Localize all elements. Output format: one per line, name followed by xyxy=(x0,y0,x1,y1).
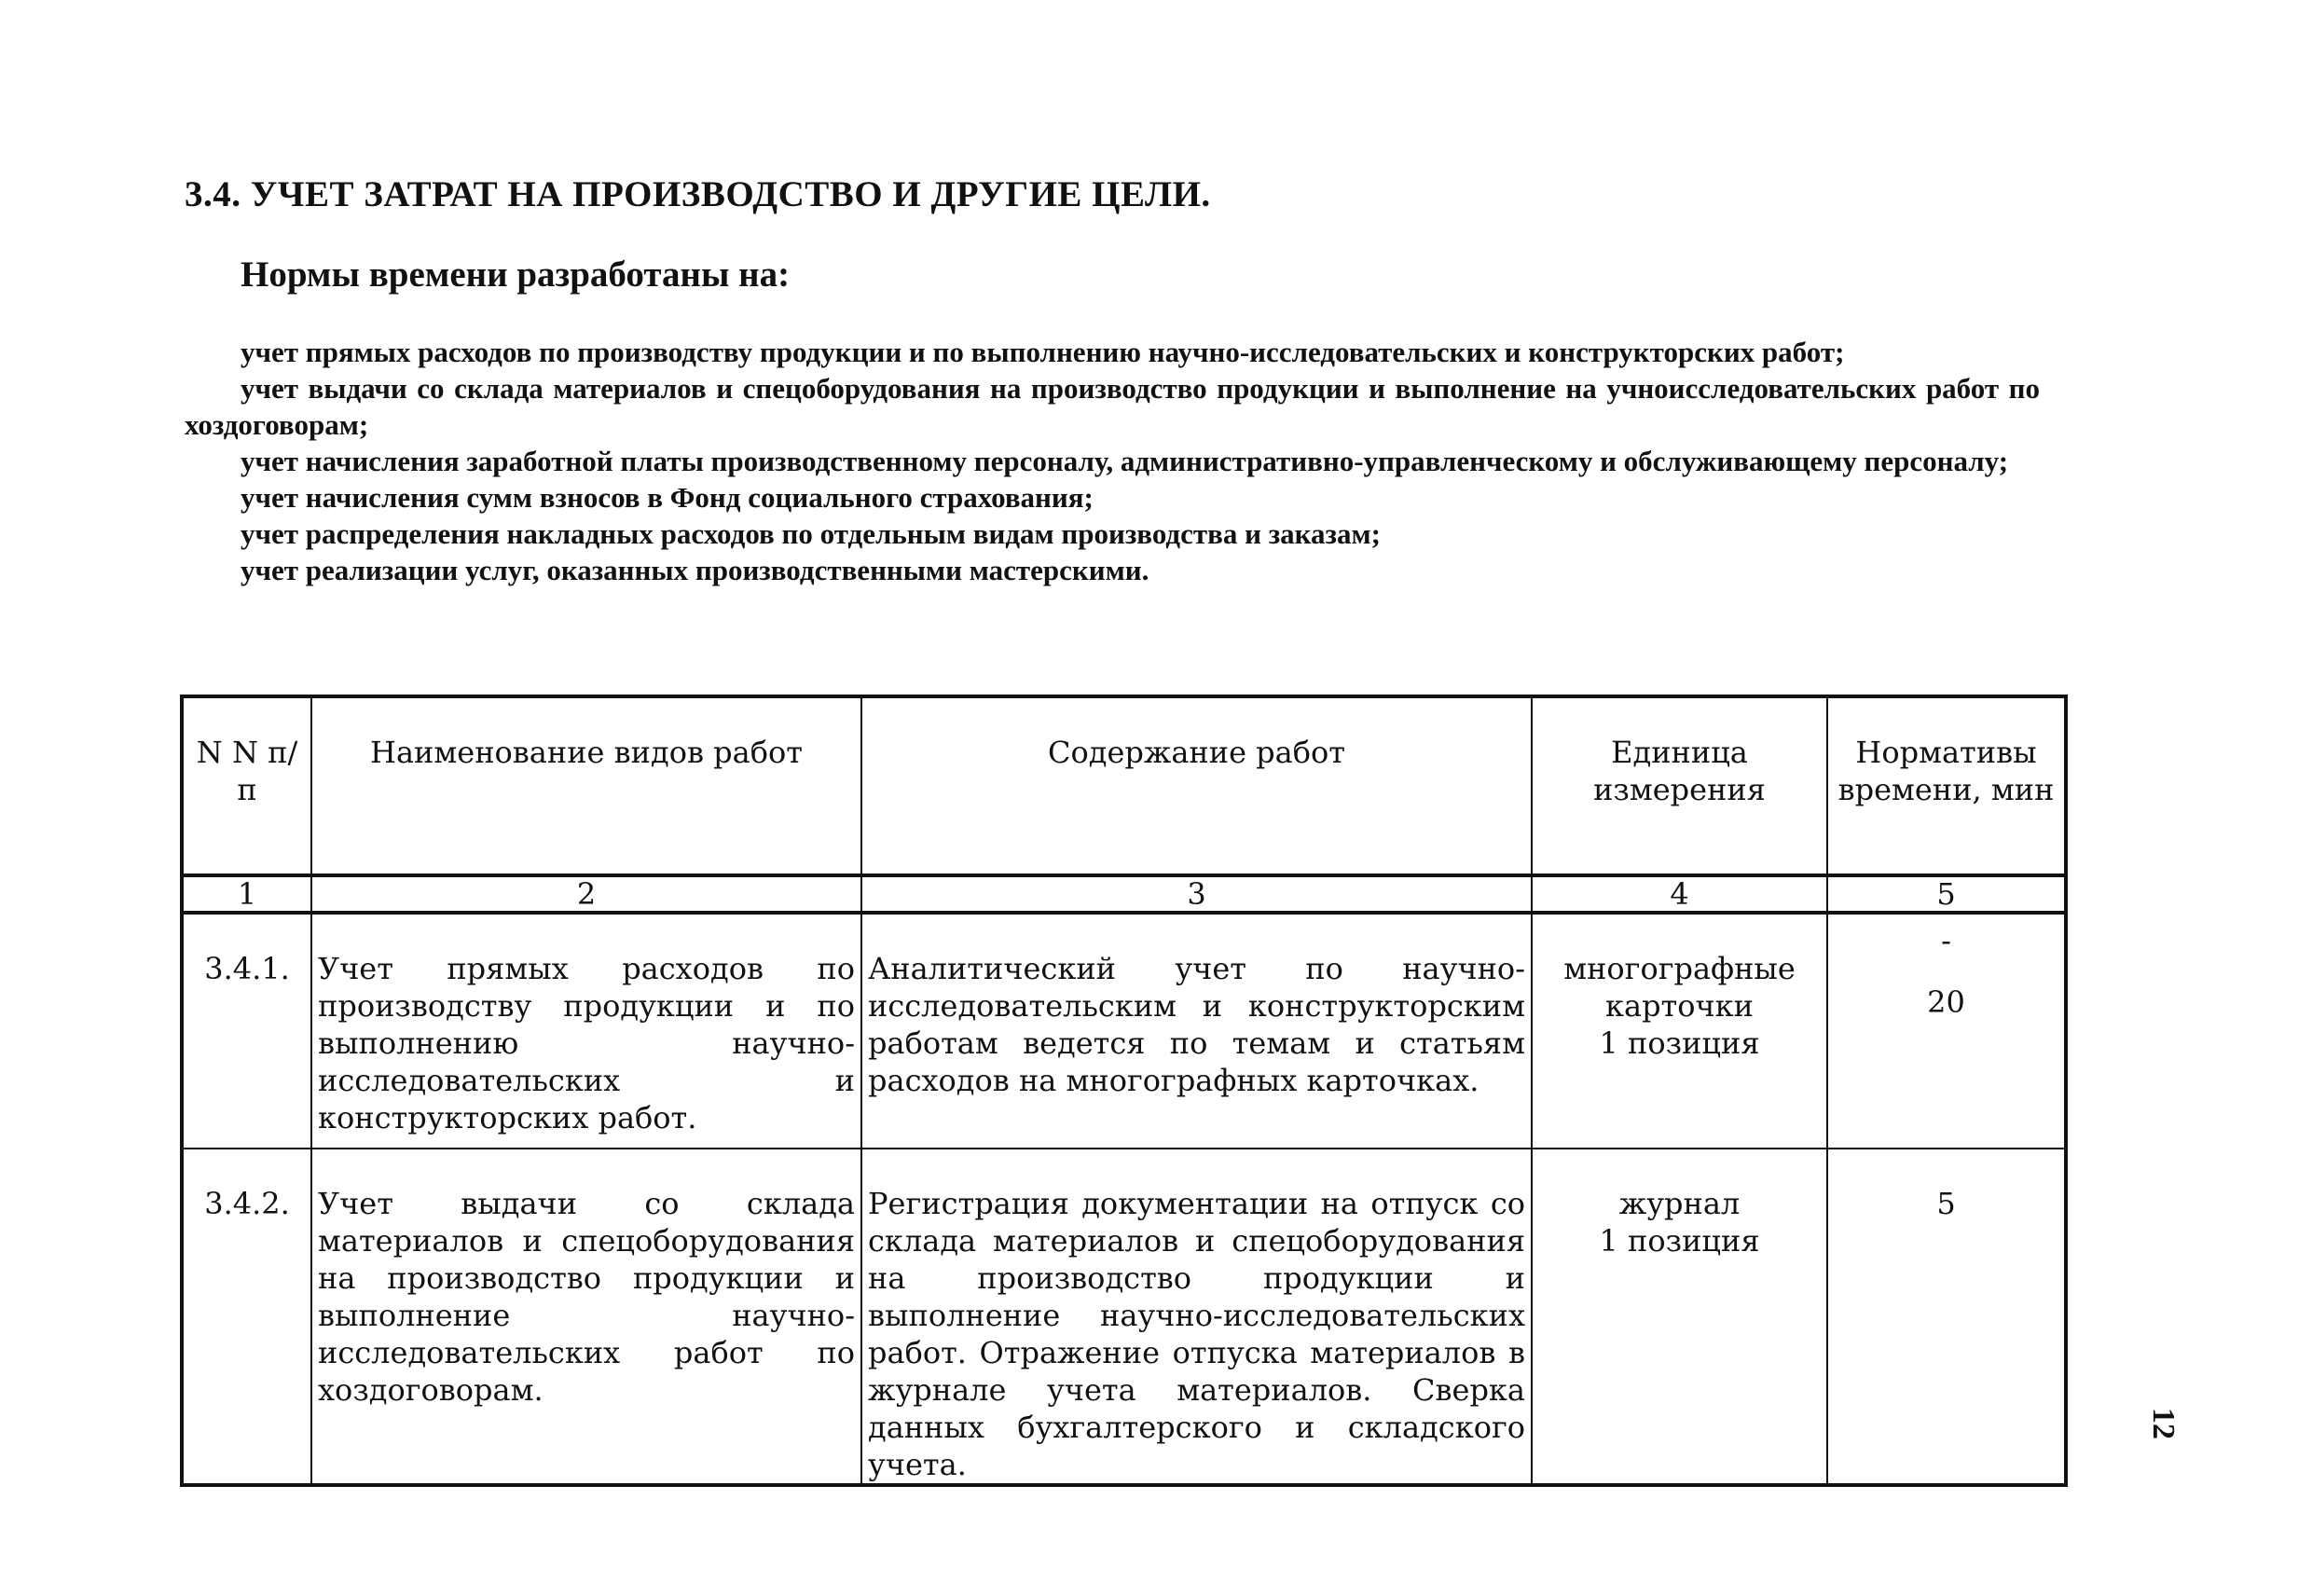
unit-line: журнал xyxy=(1618,1186,1741,1221)
work-name: Учет прямых расходов по производству продукции и по выполнению научно-исследовательских и конструкторских работ. xyxy=(311,913,861,1149)
column-number: 5 xyxy=(1827,875,2066,913)
norm-value: 20 xyxy=(1927,984,1965,1020)
header-norm: Нормативы времени, мин xyxy=(1827,696,2066,875)
intro-item: учет выдачи со склада материалов и спецоборудования на производство продукции и выполнение на учноисследовательских работ по хоздоговорам; xyxy=(185,372,2040,441)
header-num: N N п/п xyxy=(182,696,311,875)
norm-value: 5 xyxy=(1936,1186,1956,1221)
norm-cell xyxy=(1827,913,2066,1149)
page-number: 12 xyxy=(2146,1408,2181,1439)
unit-line: многографные xyxy=(1563,951,1796,986)
work-content: Аналитический учет по научно-исследовательским и конструкторским работам ведется по темам и статьям расходов на многографных карточках. xyxy=(861,913,1532,1149)
norm-cell xyxy=(1827,1149,2066,1485)
header-unit: Единица измерения xyxy=(1532,696,1827,875)
intro-item: учет прямых расходов по производству продукции и по выполнению научно-исследовательских и конструкторских работ; xyxy=(241,336,1845,368)
work-name: Учет выдачи со склада материалов и спецоборудования на производство продукции и выполнение научно-исследовательских работ по хоздоговорам. xyxy=(311,1149,861,1485)
header-name: Наименование видов работ xyxy=(311,696,861,875)
norm-dash: - xyxy=(1941,923,1951,958)
column-number: 1 xyxy=(182,875,311,913)
intro-item: учет реализации услуг, оказанных производственными мастерскими. xyxy=(241,554,1149,586)
column-number: 2 xyxy=(311,875,861,913)
norms-table xyxy=(180,695,2068,1487)
section-subheading: Нормы времени разработаны на: xyxy=(241,255,791,295)
row-number: 3.4.1. xyxy=(182,913,311,1149)
section-heading: 3.4. УЧЕТ ЗАТРАТ НА ПРОИЗВОДСТВО И ДРУГИЕ ЦЕЛИ. xyxy=(185,174,1211,214)
column-number: 4 xyxy=(1532,875,1827,913)
row-number: 3.4.2. xyxy=(182,1149,311,1485)
table-header-row xyxy=(182,696,2066,875)
work-content: Регистрация документации на отпуск со склада материалов и спецоборудования на производство продукции и выполнение научно-исследовательских работ. Отражение отпуска материалов в журнале учета материалов. Сверка данных бухгалтерского и складского учета. xyxy=(861,1149,1532,1485)
unit-line: карточки xyxy=(1604,988,1754,1024)
unit-line: 1 позиция xyxy=(1599,1223,1760,1259)
intro-item: учет начисления сумм взносов в Фонд социального страхования; xyxy=(241,481,1094,514)
unit-cell xyxy=(1532,913,1827,1149)
column-number-row xyxy=(182,875,2066,913)
header-content: Содержание работ xyxy=(861,696,1532,875)
table-row xyxy=(182,913,2066,1149)
unit-cell xyxy=(1532,1149,1827,1485)
intro-item: учет распределения накладных расходов по отдельным видам производства и заказам; xyxy=(241,517,1381,550)
intro-list xyxy=(185,334,2040,588)
intro-item: учет начисления заработной платы производственному персоналу, административно-управленческому и обслуживающему персоналу; xyxy=(241,445,2009,477)
table-row xyxy=(182,1149,2066,1485)
unit-line: 1 позиция xyxy=(1599,1025,1760,1061)
column-number: 3 xyxy=(861,875,1532,913)
